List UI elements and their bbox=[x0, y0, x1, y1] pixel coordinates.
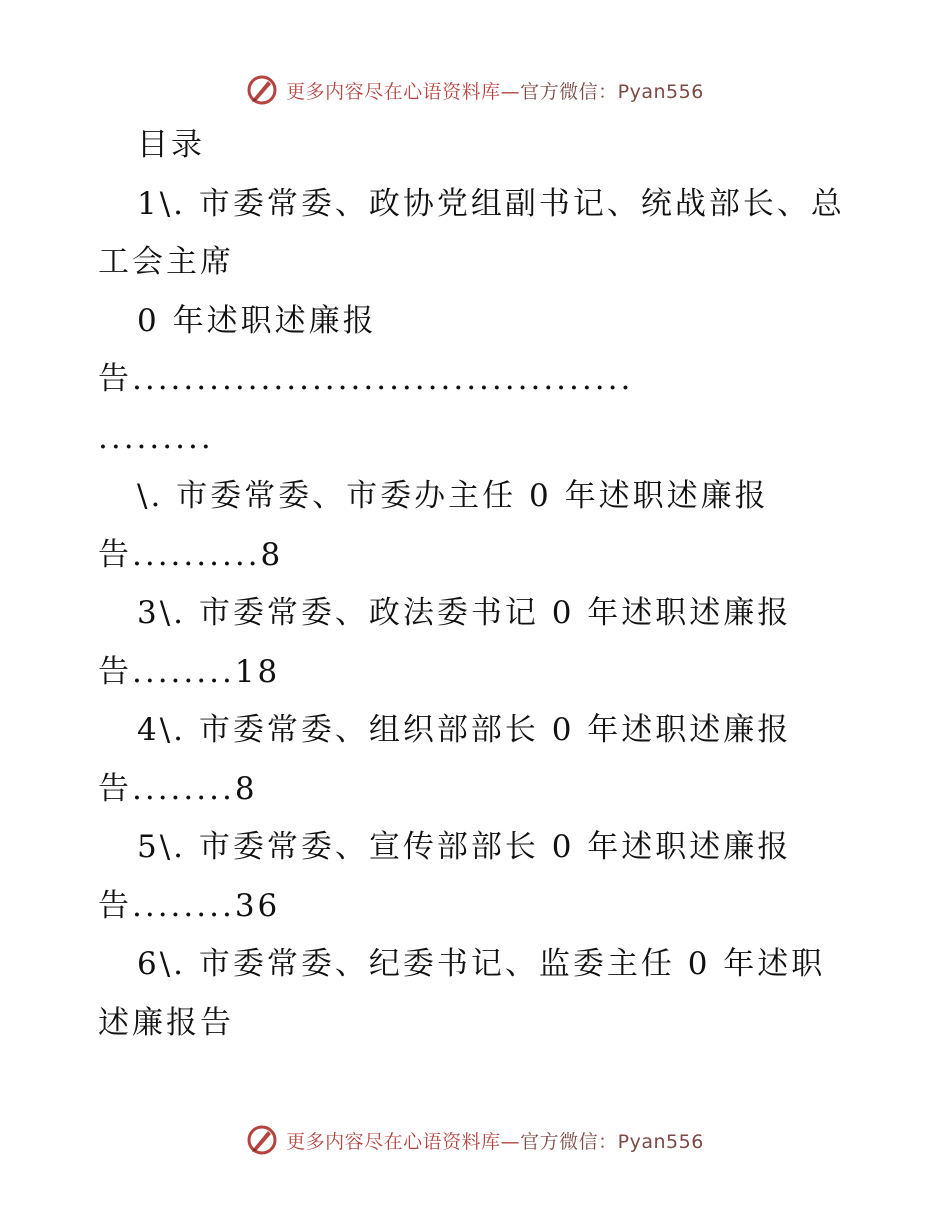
banner-text bbox=[286, 1127, 704, 1154]
toc-line: 6\. 市委常委、纪委书记、监委主任 0 年述职 bbox=[137, 946, 826, 982]
footer-banner bbox=[0, 1120, 950, 1160]
toc-line: 3\. 市委常委、政法委书记 0 年述职述廉报 bbox=[137, 595, 792, 631]
toc-title: 目录 bbox=[137, 127, 205, 163]
quill-pen-logo-icon bbox=[246, 74, 278, 106]
toc-line: 告........18 bbox=[98, 653, 281, 690]
toc-line: 述廉报告 bbox=[98, 1004, 234, 1041]
banner-site-text: 更多内容尽在心语资料库— bbox=[286, 1130, 521, 1153]
toc-line: 工会主席 bbox=[98, 244, 234, 280]
banner-wechat-text: 官方微信：Pyan556 bbox=[520, 1130, 704, 1153]
banner-text bbox=[286, 77, 704, 104]
document-body bbox=[98, 116, 858, 1052]
toc-line: 4\. 市委常委、组织部部长 0 年述职述廉报 bbox=[137, 712, 792, 748]
banner-wechat-text: 官方微信：Pyan556 bbox=[520, 80, 704, 103]
quill-pen-logo-icon bbox=[246, 1124, 278, 1156]
toc-line: 1\. 市委常委、政协党组副书记、统战部长、总 bbox=[137, 185, 845, 222]
toc-line: 告........36 bbox=[98, 887, 281, 924]
toc-line: 告....................................... bbox=[98, 361, 634, 397]
toc-line: \. 市委常委、市委办主任 0 年述职述廉报 bbox=[137, 478, 769, 514]
toc-line: 告........8 bbox=[98, 770, 258, 807]
toc-line: 告..........8 bbox=[98, 536, 284, 573]
toc-line: 0 年述职述廉报 bbox=[137, 302, 377, 339]
banner-site-text: 更多内容尽在心语资料库— bbox=[286, 80, 521, 103]
toc-line: 5\. 市委常委、宣传部部长 0 年述职述廉报 bbox=[137, 829, 792, 865]
toc-line: ......... bbox=[98, 419, 214, 456]
header-banner bbox=[0, 70, 950, 110]
